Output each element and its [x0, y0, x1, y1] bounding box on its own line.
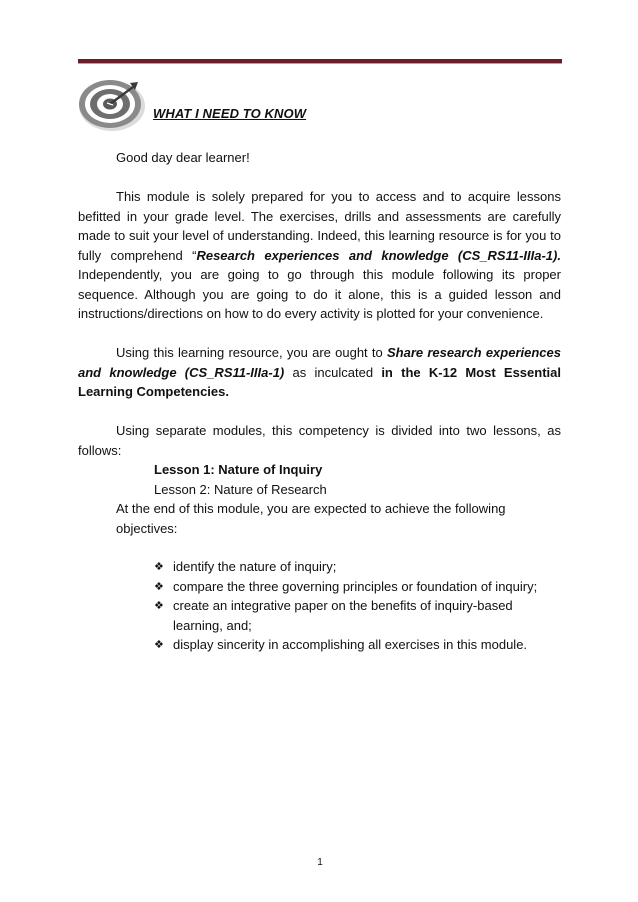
intro-paragraph [78, 187, 561, 324]
objectives-list [78, 557, 561, 655]
objective-text: identify the nature of inquiry; [173, 559, 337, 574]
greeting: Good day dear learner! [116, 150, 250, 165]
purpose-text-start: Using this learning resource, you are ought to [116, 345, 387, 360]
header-rule-shadow [78, 63, 562, 64]
objective-item [154, 557, 561, 577]
objective-item [154, 577, 561, 597]
diamond-bullet-icon: ❖ [154, 579, 164, 593]
competency-emphasis: Share research experiences and knowledge (CS_RS11-IIIa-1) [78, 345, 561, 380]
diamond-bullet-icon: ❖ [154, 638, 164, 651]
lesson-2: Lesson 2: Nature of Research [154, 481, 327, 497]
page-number: 1 [317, 857, 323, 868]
intro-text-start: This module is solely prepared for you to access and to acquire lessons befitted in your grade level. The exercises, drills and assessments are carefully made to suit your level of understanding. Indeed, this learning resource is for you to fully comprehend “ [78, 189, 561, 263]
objective-text: display sincerity in accomplishing all exercises in this module. [173, 637, 528, 652]
objectives-intro: At the end of this module, you are expected to achieve the following objectives: [116, 501, 506, 536]
objective-item [154, 635, 561, 655]
target-dart-icon [77, 78, 147, 132]
melc-reference: in the K-12 Most Essential Learning Competencies. [78, 364, 561, 399]
intro-text-end: Independently, you are going to go through this module following its proper sequence. Although you are going to do it alone, this is a guided lesson and instructions/directions on how to do every activity is plotted for your convenience. [78, 267, 561, 321]
diamond-bullet-icon: ❖ [154, 599, 164, 612]
purpose-paragraph [78, 343, 561, 402]
objective-text: create an integrative paper on the benefits of inquiry-based learning, and; [173, 598, 513, 633]
lessons-intro: Using separate modules, this competency is divided into two lessons, as follows: [78, 423, 561, 458]
section-title: WHAT I NEED TO KNOW [153, 106, 307, 121]
competency-title: Research experiences and knowledge (CS_RS11-IIIa-1). [196, 247, 561, 263]
objective-item [154, 596, 561, 635]
module-content [78, 140, 561, 655]
diamond-bullet-icon: ❖ [154, 560, 164, 573]
objective-text: compare the three governing principles or foundation of inquiry; [173, 578, 538, 594]
purpose-text-middle: as inculcated [284, 364, 382, 380]
lesson-1: Lesson 1: Nature of Inquiry [154, 462, 323, 477]
